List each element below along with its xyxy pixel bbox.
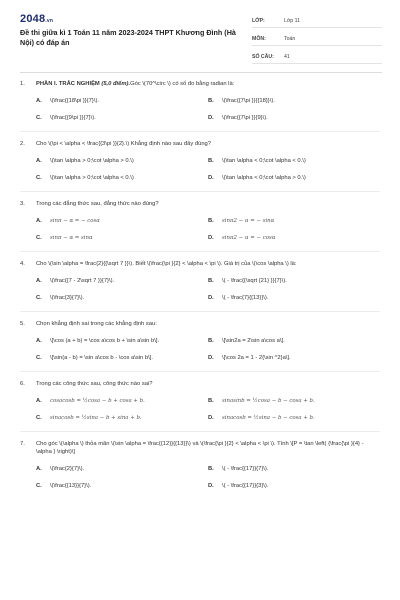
answer-option[interactable] [208,414,380,422]
option-text: \(\tan \alpha < 0;\cot \alpha > 0.\) [222,175,306,181]
options-row [36,354,380,362]
answer-option[interactable] [36,234,208,242]
option-letter: C. [36,235,42,241]
question-header [20,440,380,456]
option-letter: C. [36,355,42,361]
answer-option[interactable] [208,97,380,105]
question-list [20,80,380,499]
option-text: \(\frac{{13}}{7}\). [50,483,92,489]
option-letter: A. [36,158,42,164]
option-text: sinasinb = ½cosa − b − cosa + b. [222,398,315,404]
question-header [20,80,380,88]
option-letter: C. [36,295,42,301]
question-header [20,200,380,208]
option-letter: A. [36,218,42,224]
option-letter: D. [208,295,214,301]
answer-option[interactable] [208,397,380,405]
options-row [36,294,380,302]
option-text: \(\frac{2}{7}\). [50,466,85,472]
answer-option[interactable] [36,482,208,490]
option-letter: B. [208,278,214,284]
option-text: \(\frac{{7\pi }}{9}\). [222,115,268,121]
option-letter: B. [208,218,214,224]
option-letter: D. [208,355,214,361]
answer-option[interactable] [36,397,208,405]
option-text: sinπ − α = − cosα [50,218,100,224]
options-row [36,174,380,182]
option-letter: B. [208,338,214,344]
options-row [36,414,380,422]
options-row [36,397,380,405]
option-text: \[\sin2a = 2\sin a\cos a\]. [222,338,285,344]
option-letter: D. [208,115,214,121]
question-header [20,380,380,388]
option-letter: C. [36,115,42,121]
option-letter: D. [208,175,214,181]
option-letter: C. [36,175,42,181]
question-number: 6. [20,381,25,387]
option-text: cosacosb = ½cosa − b + cosa + b. [50,398,145,404]
option-text: \( - \frac{{17}}{7}\). [222,466,269,472]
answer-option[interactable] [208,277,380,285]
option-letter: C. [36,483,42,489]
question-body: Trong các công thức sau, công thức nào sai? [36,381,153,387]
answer-options [36,217,380,242]
option-text: \(\tan \alpha < 0;\cot \alpha < 0.\) [222,158,306,164]
question-divider [20,371,380,372]
answer-option[interactable] [208,114,380,122]
option-text: sinπ − α = sinα [50,235,93,241]
option-text: \( - \frac{{17}}{3}\). [222,483,269,489]
option-letter: D. [208,483,214,489]
question-divider [20,191,380,192]
options-row [36,465,380,473]
options-row [36,277,380,285]
answer-option[interactable] [36,294,208,302]
option-letter: B. [208,98,214,104]
answer-options [36,465,380,490]
option-text: \(\frac{{9\pi }}{7}\). [50,115,96,121]
options-row [36,97,380,105]
option-text: \( - \frac{7}{{13}}\). [222,295,269,301]
question-text [36,440,380,456]
question-2 [20,140,380,182]
question-divider [20,251,380,252]
question-number: 1. [20,81,25,87]
question-1 [20,80,380,122]
option-letter: D. [208,415,214,421]
question-number: 3. [20,201,25,207]
answer-option[interactable] [36,277,208,285]
answer-option[interactable] [208,174,380,182]
option-text: \(\frac{{7 - 2\sqrt 7 }}{7}\). [50,278,115,284]
option-text: \(\frac{{18\pi }}{7}\). [50,98,99,104]
answer-option[interactable] [36,414,208,422]
option-letter: B. [208,398,214,404]
answer-option[interactable] [36,174,208,182]
options-row [36,217,380,225]
options-row [36,337,380,345]
option-letter: A. [36,466,42,472]
question-number: 7. [20,441,25,447]
question-header [20,140,380,148]
answer-option[interactable] [208,354,380,362]
question-text [36,320,380,328]
options-row [36,482,380,490]
question-divider [20,431,380,432]
question-divider [20,311,380,312]
answer-option[interactable] [208,294,380,302]
option-text: sinπ2 − α = − cosα [222,235,276,241]
answer-options [36,397,380,422]
option-text: \[\cos 2a = 1 - 2{\sin ^2}a\]. [222,355,291,361]
option-text: \( - \frac{{\sqrt {21} }}{7}\). [222,278,287,284]
option-letter: C. [36,415,42,421]
option-text: \(\tan \alpha > 0;\cot \alpha > 0.\) [50,158,134,164]
question-header [20,320,380,328]
answer-options [36,97,380,122]
question-text [36,380,380,388]
answer-option[interactable] [208,234,380,242]
answer-option[interactable] [36,465,208,473]
option-text: \(\frac{{7\pi }}{{18}}\). [222,98,275,104]
question-divider [20,131,380,132]
question-body: Trong các đẳng thức sau, đẳng thức nào đúng? [36,201,159,207]
question-number: 2. [20,141,25,147]
option-text: \(\frac{3}{7}\). [50,295,85,301]
question-3 [20,200,380,242]
answer-option[interactable] [36,114,208,122]
meta-class: LỚP: Lớp 11 [252,14,382,28]
part-score: (5,0 điểm). [101,81,131,87]
option-letter: A. [36,278,42,284]
question-header [20,260,380,268]
answer-option[interactable] [36,157,208,165]
options-row [36,114,380,122]
question-body: Cho \(\pi < \alpha < \frac{{3\pi }}{2}.\) Khẳng định nào sau đây đúng? [36,141,212,147]
question-body: Cho \(\sin \alpha = \frac{2}{{\sqrt 7 }}\). Biết \(\frac{\pi }{2} < \alpha < \pi \). Giá trị của \(\cos \alpha \) là: [36,261,297,267]
header [0,0,400,66]
answer-option[interactable] [208,157,380,165]
page-title: Đề thi giữa kì 1 Toán 11 năm 2023-2024 THPT Khương Đình (Hà Nội) có đáp án [20,28,236,47]
answer-options [36,337,380,362]
answer-option[interactable] [208,465,380,473]
answer-option[interactable] [36,97,208,105]
answer-option[interactable] [208,217,380,225]
exam-meta [252,14,382,64]
option-letter: A. [36,98,42,104]
question-text [36,260,380,268]
option-text: sinπ2 − α = − sinα [222,218,275,224]
question-text [36,80,380,88]
header-divider [20,72,382,73]
options-row [36,157,380,165]
question-body: Cho góc \(\alpha \) thỏa mãn \(\sin \alpha = \frac{{12}}{{13}}\) và \(\frac{\pi }{2} < \alpha < \pi \). Tính \[P = \tan \left( {\frac{\pi }{4} - \alpha } \right)\] [36,441,364,455]
question-number: 5. [20,321,25,327]
options-row [36,234,380,242]
answer-option[interactable] [208,337,380,345]
answer-option[interactable] [36,354,208,362]
question-text [36,200,380,208]
question-text [36,140,380,148]
question-7 [20,440,380,490]
meta-subject: MÔN: Toán [252,32,382,46]
option-text: sinacosb = ½sina − b + sina + b. [50,415,142,421]
option-letter: A. [36,398,42,404]
answer-options [36,277,380,302]
question-body: Chọn khẳng định sai trong các khẳng định sau: [36,321,157,327]
question-body: Góc \(70^\circ \) có số đo bằng radian là: [130,81,235,87]
question-4 [20,260,380,302]
option-text: \(\tan \alpha > 0;\cot \alpha < 0.\) [50,175,134,181]
option-text: \[\cos (a + b) = \cos a\cos b + \sin a\sin b\]. [50,338,160,344]
answer-option[interactable] [208,482,380,490]
question-number: 4. [20,261,25,267]
option-letter: D. [208,235,214,241]
answer-option[interactable] [36,337,208,345]
answer-option[interactable] [36,217,208,225]
option-text: \[\sin(a - b) = \sin a\cos b - \cos a\sin b\]. [50,355,153,361]
part-heading: PHẦN I. TRẮC NGHIỆM [36,81,100,87]
meta-question-count: SỐ CÂU: 41 [252,50,382,64]
question-5 [20,320,380,362]
option-letter: B. [208,158,214,164]
site-logo[interactable]: 2048.vn [20,13,54,25]
answer-options [36,157,380,182]
option-letter: B. [208,466,214,472]
question-6 [20,380,380,422]
option-letter: A. [36,338,42,344]
option-text: sinacosb = ½sina − b − cosa + b. [222,415,315,421]
